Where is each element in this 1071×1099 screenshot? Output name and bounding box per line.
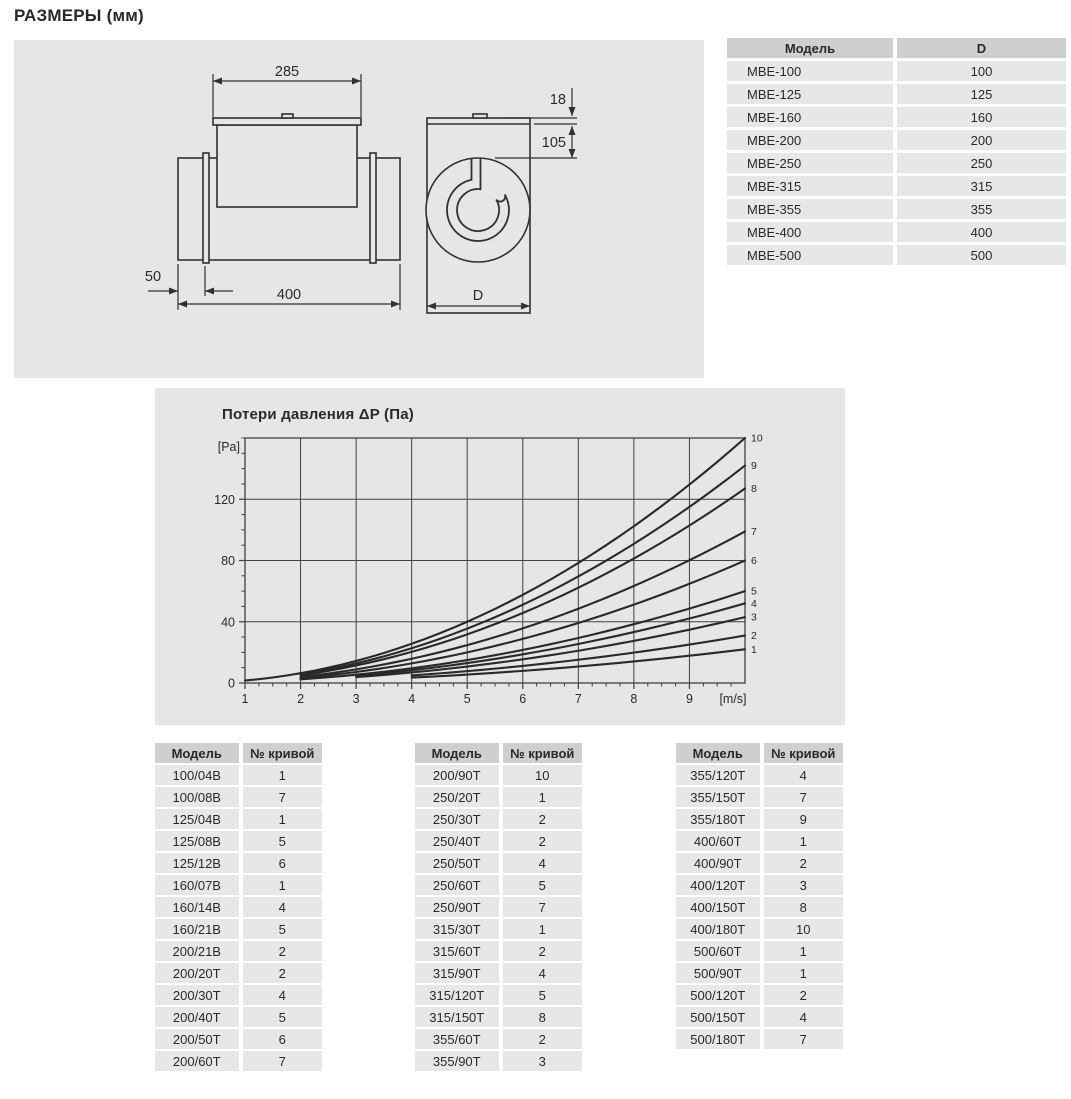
model-cell: 400/60Т (676, 831, 760, 851)
terminal-box (217, 125, 357, 207)
table-row (155, 809, 322, 829)
value-cell: 7 (760, 787, 844, 807)
flange-left (203, 153, 209, 263)
model-cell: МВЕ-250 (727, 153, 893, 173)
value-cell: 4 (760, 1007, 844, 1027)
value-cell: 2 (239, 963, 323, 983)
value-cell: 500 (893, 245, 1066, 265)
value-cell: 3 (499, 1051, 583, 1071)
page-title: РАЗМЕРЫ (мм) (14, 6, 144, 25)
model-cell: МВЕ-315 (727, 176, 893, 196)
table-row (676, 875, 843, 895)
drawing-panel (14, 40, 704, 378)
model-cell: 250/90Т (415, 897, 499, 917)
model-cell: 315/150Т (415, 1007, 499, 1027)
x-tick-label: 7 (574, 692, 582, 706)
value-cell: 7 (239, 787, 323, 807)
table-row (155, 941, 322, 961)
model-cell: 400/90Т (676, 853, 760, 873)
curve-label-2: 2 (751, 630, 757, 643)
table-row (155, 1029, 322, 1049)
table-row (727, 199, 1066, 219)
table-row (727, 222, 1066, 242)
model-cell: МВЕ-200 (727, 130, 893, 150)
table-row (415, 765, 582, 785)
table-row (415, 875, 582, 895)
value-cell: 2 (760, 985, 844, 1005)
value-cell: 1 (499, 787, 583, 807)
y-tick-label: 80 (221, 554, 235, 568)
x-tick-label: 1 (241, 692, 249, 706)
value-cell: 3 (760, 875, 844, 895)
curve-label-1: 1 (751, 643, 757, 656)
table-row (415, 897, 582, 917)
column-header: Модель (727, 38, 893, 58)
value-cell: 7 (499, 897, 583, 917)
table-row (727, 84, 1066, 104)
model-cell: 200/20Т (155, 963, 239, 983)
curve-label-3: 3 (751, 611, 757, 624)
curve-table-3 (676, 741, 843, 1051)
x-tick-label: 4 (408, 692, 416, 706)
value-cell: 8 (499, 1007, 583, 1027)
model-cell: 400/150Т (676, 897, 760, 917)
table-row (676, 897, 843, 917)
value-cell: 6 (239, 1029, 323, 1049)
x-tick-label: 8 (630, 692, 638, 706)
value-cell: 100 (893, 61, 1066, 81)
table-row (676, 985, 843, 1005)
table-row (676, 919, 843, 939)
chart-title: Потери давления ΔP (Па) (222, 406, 414, 423)
table-row (155, 787, 322, 807)
value-cell: 10 (760, 919, 844, 939)
table-row (676, 963, 843, 983)
model-cell: 200/90Т (415, 765, 499, 785)
table-row (676, 809, 843, 829)
table-row (415, 853, 582, 873)
curve-label-10: 10 (751, 432, 763, 445)
model-cell: 500/180Т (676, 1029, 760, 1049)
value-cell: 9 (760, 809, 844, 829)
value-cell: 125 (893, 84, 1066, 104)
model-cell: 250/30Т (415, 809, 499, 829)
table-row (727, 153, 1066, 173)
x-tick-label: 6 (519, 692, 527, 706)
chart-panel (155, 388, 845, 725)
front-knob (473, 114, 487, 118)
value-cell: 5 (239, 919, 323, 939)
table-row (415, 1051, 582, 1071)
flange-right (370, 153, 376, 263)
table-row (155, 853, 322, 873)
table-row (155, 831, 322, 851)
model-cell: 500/90Т (676, 963, 760, 983)
table-row (155, 875, 322, 895)
table-row (415, 831, 582, 851)
lid-knob (282, 114, 293, 118)
model-cell: 200/40Т (155, 1007, 239, 1027)
model-cell: 315/30Т (415, 919, 499, 939)
table-row (415, 1029, 582, 1049)
curve-table-1 (155, 741, 322, 1073)
model-cell: 400/180Т (676, 919, 760, 939)
table-row (415, 787, 582, 807)
value-cell: 7 (760, 1029, 844, 1049)
value-cell: 2 (760, 853, 844, 873)
value-cell: 5 (499, 985, 583, 1005)
table-row (415, 941, 582, 961)
model-cell: 160/14В (155, 897, 239, 917)
curve-label-7: 7 (751, 525, 757, 538)
model-cell: 355/180Т (676, 809, 760, 829)
model-cell: МВЕ-160 (727, 107, 893, 127)
value-cell: 4 (760, 765, 844, 785)
value-cell: 2 (499, 941, 583, 961)
curve-table-2 (415, 741, 582, 1073)
model-cell: 160/21В (155, 919, 239, 939)
pressure-curve-10 (245, 438, 745, 681)
model-cell: МВЕ-500 (727, 245, 893, 265)
value-cell: 160 (893, 107, 1066, 127)
table-row (155, 1007, 322, 1027)
column-header: Модель (415, 743, 499, 763)
model-cell: 400/120Т (676, 875, 760, 895)
table-row (727, 107, 1066, 127)
terminal-box-lid (213, 118, 361, 125)
y-tick-label: 40 (221, 615, 235, 630)
table-row (676, 831, 843, 851)
column-header: № кривой (499, 743, 583, 763)
model-cell: 500/120Т (676, 985, 760, 1005)
column-header: № кривой (239, 743, 323, 763)
value-cell: 400 (893, 222, 1066, 242)
table-row (155, 897, 322, 917)
table-row (155, 963, 322, 983)
curve-label-9: 9 (751, 460, 757, 473)
model-cell: 500/150Т (676, 1007, 760, 1027)
model-cell: 315/90Т (415, 963, 499, 983)
table-row (155, 1051, 322, 1071)
dimension-drawing (14, 40, 704, 378)
table-row (676, 765, 843, 785)
table-row (676, 1029, 843, 1049)
curve-label-5: 5 (751, 585, 757, 598)
curve-label-8: 8 (751, 483, 757, 496)
table-row (155, 919, 322, 939)
model-cell: 125/08В (155, 831, 239, 851)
model-cell: 125/04В (155, 809, 239, 829)
model-cell: МВЕ-125 (727, 84, 893, 104)
table-row (155, 765, 322, 785)
column-header: D (893, 38, 1066, 58)
model-cell: 200/21В (155, 941, 239, 961)
value-cell: 1 (239, 765, 323, 785)
table-row (727, 61, 1066, 81)
curve-label-6: 6 (751, 555, 757, 567)
value-cell: 200 (893, 130, 1066, 150)
dim-label-285: 285 (274, 64, 300, 80)
value-cell: 250 (893, 153, 1066, 173)
value-cell: 1 (239, 875, 323, 895)
table-row (676, 941, 843, 961)
table-row (676, 1007, 843, 1027)
model-cell: 200/60Т (155, 1051, 239, 1071)
value-cell: 1 (760, 941, 844, 961)
value-cell: 5 (499, 875, 583, 895)
model-cell: 315/120Т (415, 985, 499, 1005)
model-cell: 100/08В (155, 787, 239, 807)
value-cell: 2 (499, 831, 583, 851)
value-cell: 5 (239, 1007, 323, 1027)
x-tick-label: 9 (685, 692, 693, 706)
duct-opening-circle (426, 158, 530, 262)
column-header: Модель (676, 743, 760, 763)
table-header-row (415, 743, 582, 763)
x-axis-unit: [m/s] (719, 692, 747, 706)
table-row (727, 245, 1066, 265)
table-row (727, 176, 1066, 196)
value-cell: 2 (499, 1029, 583, 1049)
value-cell: 6 (239, 853, 323, 873)
model-cell: 160/07В (155, 875, 239, 895)
model-cell: 250/60Т (415, 875, 499, 895)
value-cell: 2 (499, 809, 583, 829)
model-cell: МВЕ-355 (727, 199, 893, 219)
model-cell: 250/40Т (415, 831, 499, 851)
model-cell: 250/50Т (415, 853, 499, 873)
table-row (155, 985, 322, 1005)
table-row (676, 787, 843, 807)
model-cell: 250/20Т (415, 787, 499, 807)
dim-label-50: 50 (144, 269, 162, 285)
table-row (727, 130, 1066, 150)
value-cell: 1 (499, 919, 583, 939)
y-axis-unit: [Pa] (217, 440, 240, 454)
value-cell: 4 (239, 897, 323, 917)
value-cell: 315 (893, 176, 1066, 196)
value-cell: 355 (893, 199, 1066, 219)
dim-label-18: 18 (549, 92, 566, 108)
value-cell: 5 (239, 831, 323, 851)
table-row (415, 809, 582, 829)
table-row (415, 1007, 582, 1027)
table-row (415, 985, 582, 1005)
table-row (415, 963, 582, 983)
value-cell: 8 (760, 897, 844, 917)
value-cell: 2 (239, 941, 323, 961)
model-cell: МВЕ-100 (727, 61, 893, 81)
value-cell: 4 (239, 985, 323, 1005)
model-cell: МВЕ-400 (727, 222, 893, 242)
column-header: № кривой (760, 743, 844, 763)
table-row (415, 919, 582, 939)
column-header: Модель (155, 743, 239, 763)
curve-label-4: 4 (751, 597, 757, 610)
model-cell: 355/150Т (676, 787, 760, 807)
table-row (676, 853, 843, 873)
model-cell: 200/50Т (155, 1029, 239, 1049)
dim-label-105: 105 (541, 135, 566, 151)
table-header-row (155, 743, 322, 763)
model-cell: 500/60Т (676, 941, 760, 961)
dimensions-table (727, 35, 1066, 268)
value-cell: 1 (760, 963, 844, 983)
value-cell: 1 (239, 809, 323, 829)
value-cell: 10 (499, 765, 583, 785)
table-header-row (727, 38, 1066, 58)
dim-label-d: D (472, 288, 484, 304)
value-cell: 7 (239, 1051, 323, 1071)
model-cell: 125/12В (155, 853, 239, 873)
model-cell: 355/90Т (415, 1051, 499, 1071)
dim-label-400: 400 (276, 287, 302, 303)
y-tick-label: 120 (214, 492, 235, 507)
value-cell: 1 (760, 831, 844, 851)
pressure-loss-chart (155, 388, 845, 725)
model-cell: 315/60Т (415, 941, 499, 961)
model-cell: 355/120Т (676, 765, 760, 785)
table-header-row (676, 743, 843, 763)
value-cell: 4 (499, 853, 583, 873)
y-tick-label: 0 (228, 676, 235, 691)
x-tick-label: 3 (352, 692, 360, 706)
model-cell: 100/04В (155, 765, 239, 785)
x-tick-label: 2 (297, 692, 305, 706)
pressure-curve-4 (356, 603, 745, 675)
value-cell: 4 (499, 963, 583, 983)
model-cell: 200/30Т (155, 985, 239, 1005)
model-cell: 355/60Т (415, 1029, 499, 1049)
x-tick-label: 5 (463, 692, 471, 706)
